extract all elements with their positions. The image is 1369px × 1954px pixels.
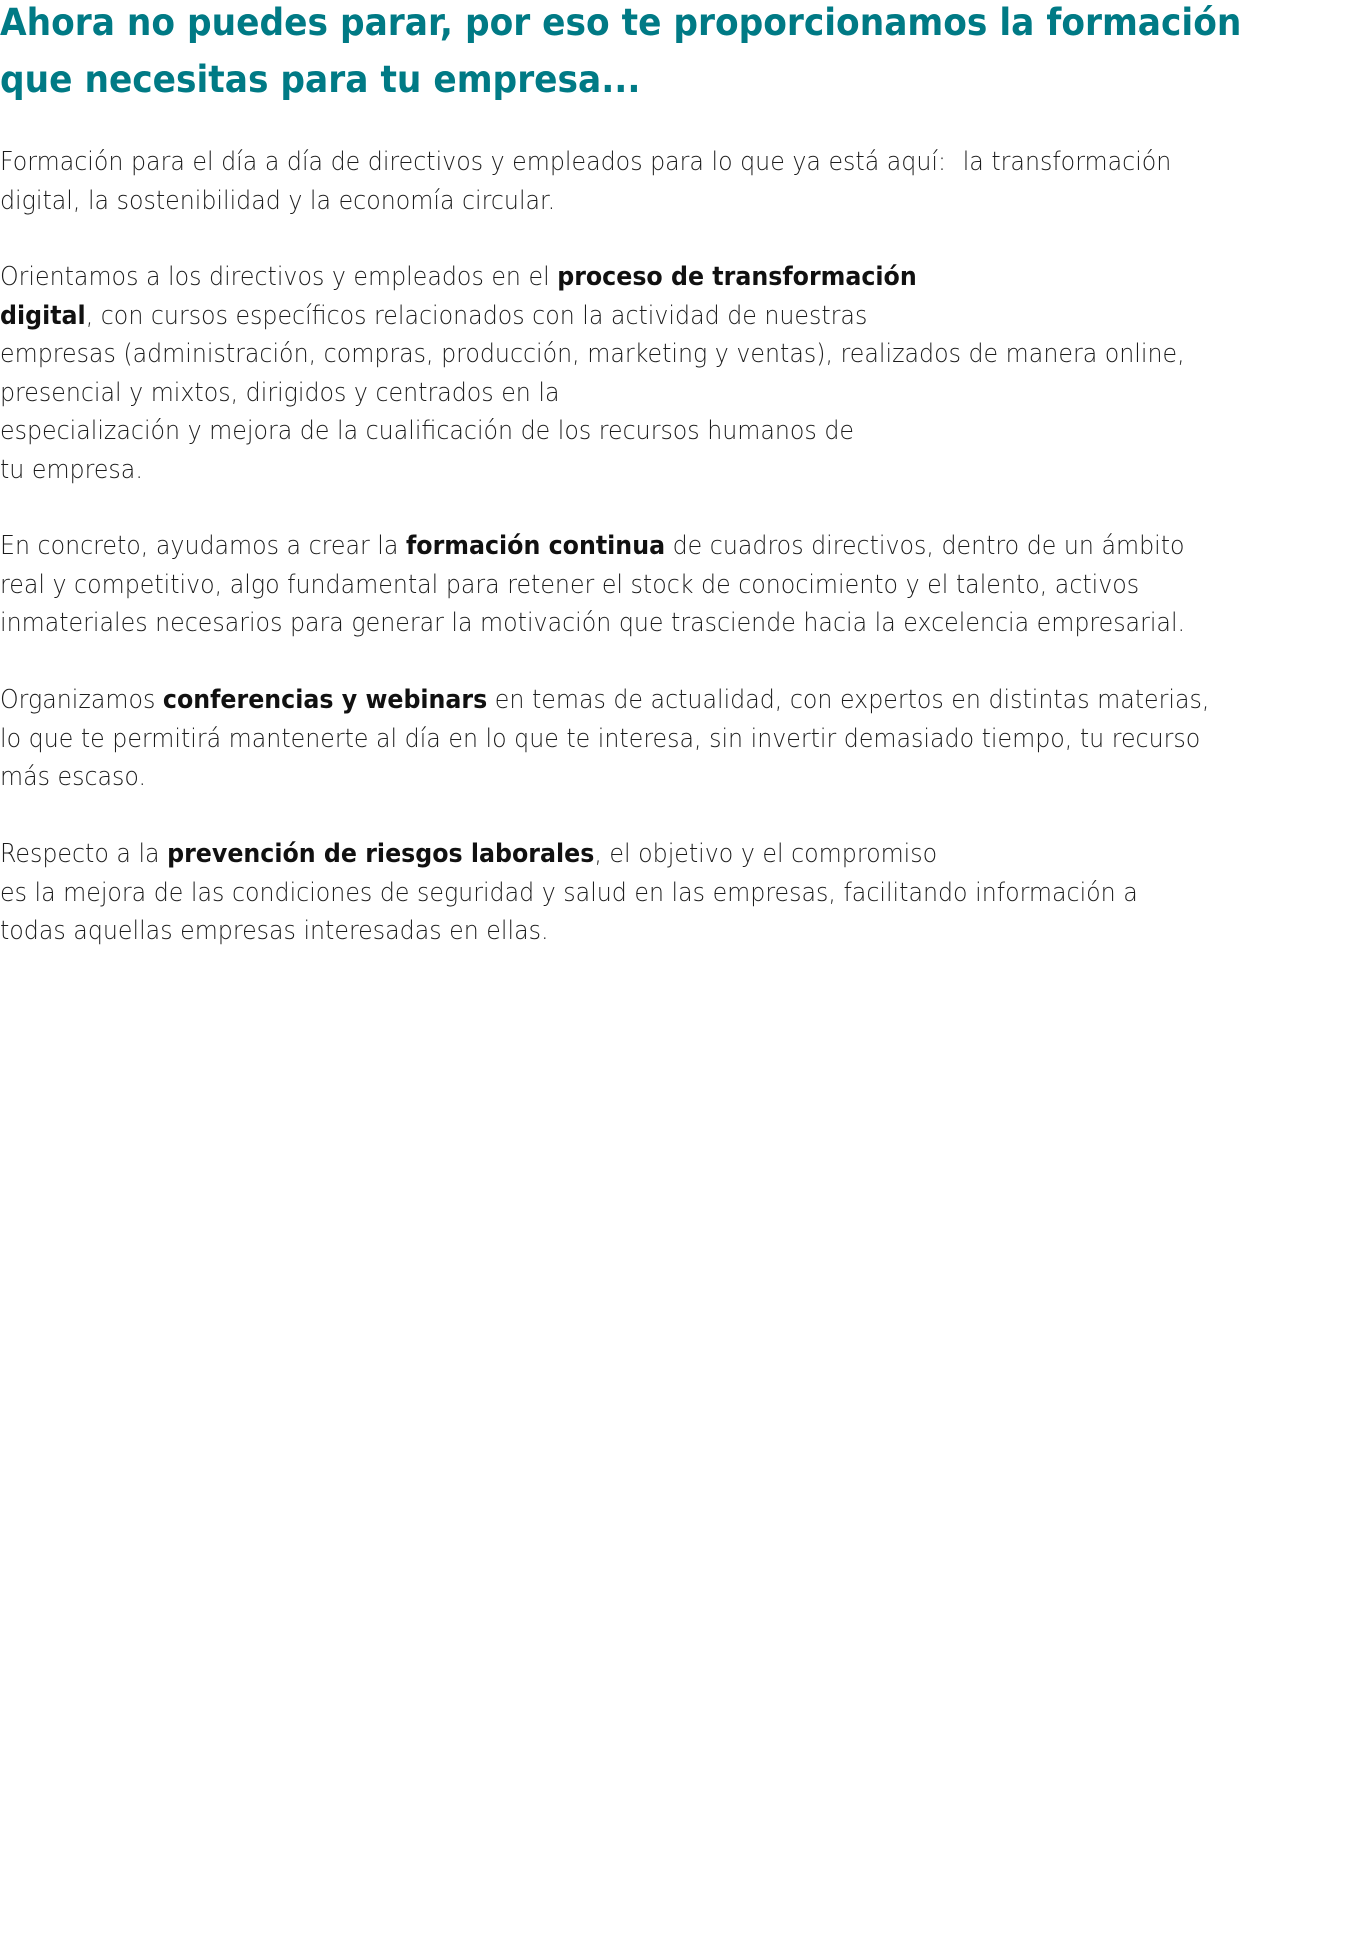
text-span: la transformación xyxy=(962,147,1172,177)
bold-text: conferencias y webinars xyxy=(162,685,488,715)
text-span: en temas de actualidad, con expertos en distintas materias, xyxy=(487,685,1210,715)
paragraph-line: todas aquellas empresas interesadas en ellas. xyxy=(0,916,549,946)
paragraph-line: real y competitivo, algo fundamental para retener el stock de conocimiento y el talento, activos xyxy=(0,569,1140,600)
bold-text: digital xyxy=(0,300,86,331)
text-span: En concreto, ayudamos a crear la xyxy=(0,531,406,561)
paragraph-line xyxy=(0,681,1209,720)
text-span: , el objetivo y el compromiso xyxy=(594,839,938,869)
heading-line-2: que necesitas para tu empresa... xyxy=(0,58,641,101)
paragraph-transformation xyxy=(0,258,1185,489)
paragraph-line: inmateriales necesarios para generar la motivación que trasciende hacia la excelencia empresarial. xyxy=(0,608,1186,638)
bold-text: formación continua xyxy=(405,531,666,561)
heading-line-1: Ahora no puedes parar, por eso te proporcionamos la formación xyxy=(0,1,1242,44)
text-span: Organizamos xyxy=(0,685,163,715)
bold-text: proceso de transformación xyxy=(557,262,917,292)
text-span: Formación para el día a día de directivos y empleados para lo que ya está aquí: xyxy=(0,147,946,177)
paragraph-line: más escaso. xyxy=(0,762,147,792)
text-span: Respecto a la xyxy=(0,839,168,869)
paragraph-risk-prevention xyxy=(0,835,1138,951)
paragraph-line: es la mejora de las condiciones de seguridad y salud en las empresas, facilitando información a xyxy=(0,877,1138,908)
text-span: Orientamos a los directivos y empleados en el xyxy=(0,262,558,292)
paragraph-line: presencial y mixtos, dirigidos y centrados en la xyxy=(0,377,560,408)
paragraph-line xyxy=(0,143,1171,182)
paragraph-line xyxy=(0,297,1185,336)
text-span: , con cursos específicos relacionados con la actividad de nuestras xyxy=(85,300,868,331)
paragraph-line: especialización y mejora de la cualificación de los recursos humanos de xyxy=(0,416,854,446)
paragraph-line: empresas (administración, compras, producción, marketing y ventas), realizados de manera online, xyxy=(0,339,1185,369)
paragraph-line xyxy=(0,258,1185,297)
paragraph-line xyxy=(0,835,1138,874)
text-span: de cuadros directivos, dentro de un ámbito xyxy=(665,531,1185,561)
paragraph-conferences xyxy=(0,681,1209,797)
paragraph-line: tu empresa. xyxy=(0,454,143,485)
paragraph-digital-intro xyxy=(0,143,1171,220)
bold-text: prevención de riesgos laborales xyxy=(167,839,595,869)
paragraph-line xyxy=(0,527,1185,566)
page-heading xyxy=(0,0,1241,108)
paragraph-line: lo que te permitirá mantenerte al día en lo que te interesa, sin invertir demasiado tiempo, tu recurso xyxy=(0,723,1201,754)
paragraph-line: digital, la sostenibilidad y la economía circular. xyxy=(0,185,556,216)
paragraph-continuous-training xyxy=(0,527,1185,643)
